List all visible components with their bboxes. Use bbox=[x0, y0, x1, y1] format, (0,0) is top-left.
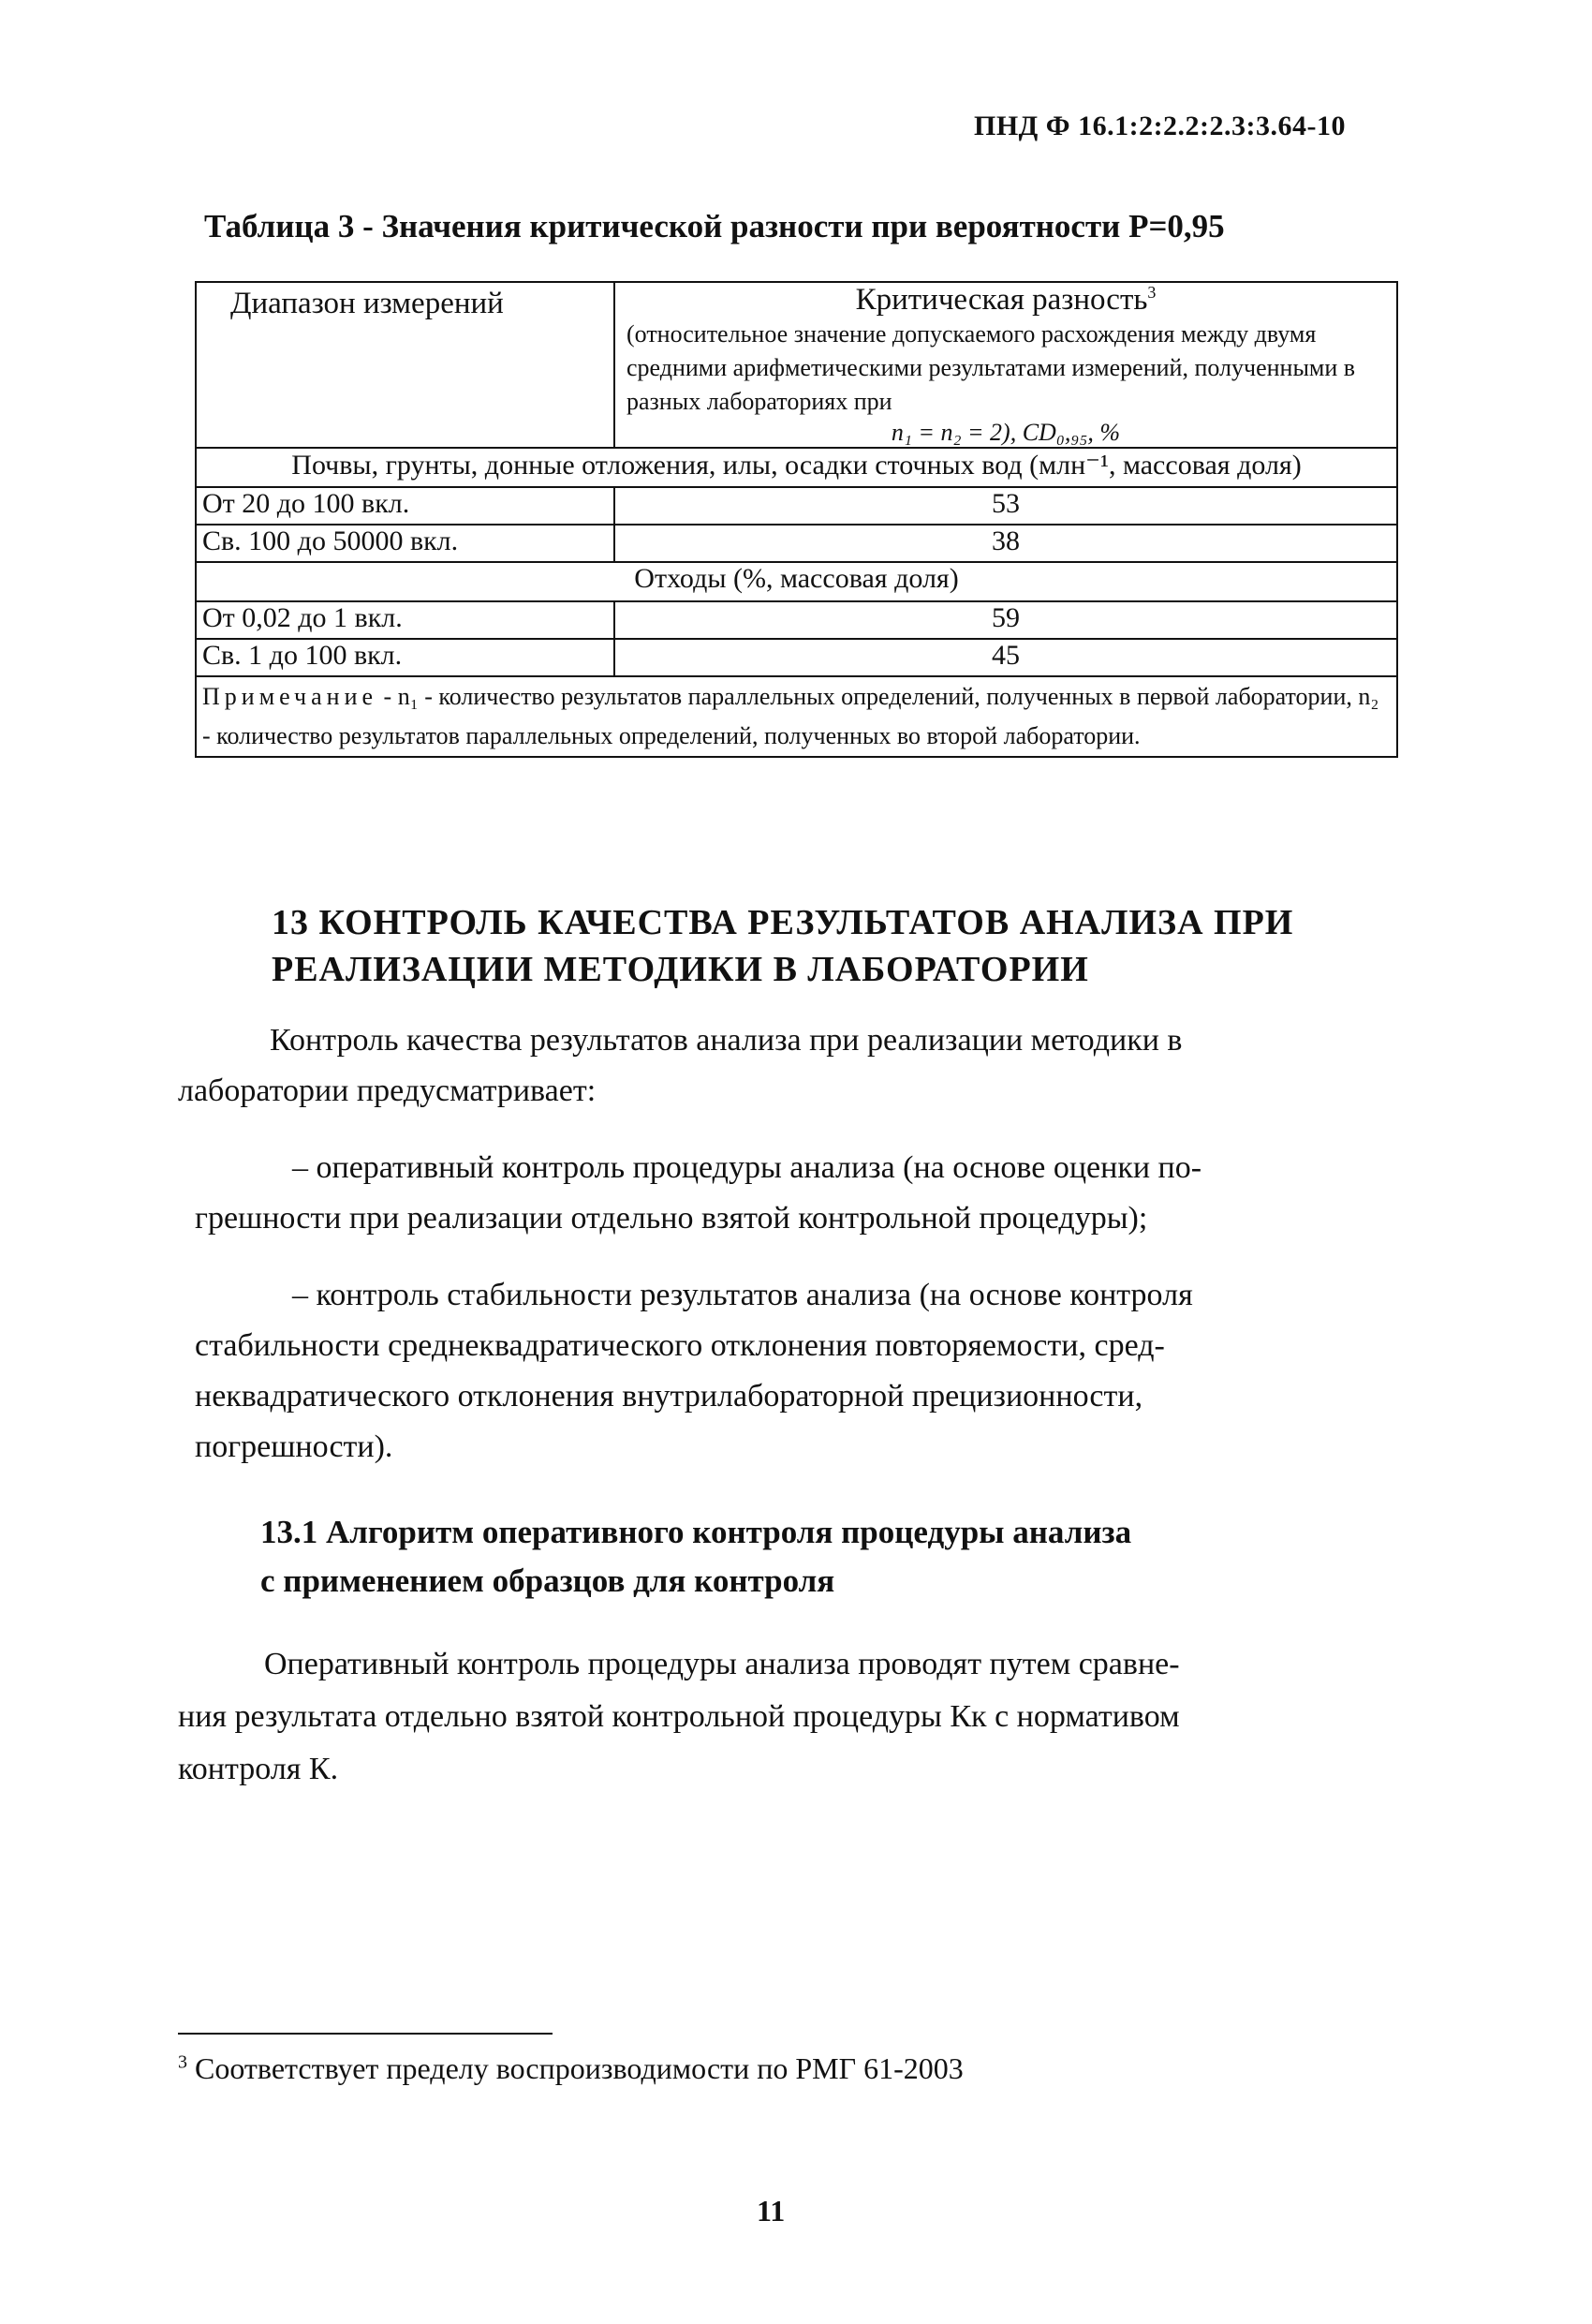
footnote-divider bbox=[178, 2033, 553, 2035]
section-13-heading-line1: 13 КОНТРОЛЬ КАЧЕСТВА РЕЗУЛЬТАТОВ АНАЛИЗА ПРИ bbox=[272, 903, 1294, 942]
para-line1: Оперативный контроль процедуры анализа проводят путем сравне- bbox=[264, 1647, 1180, 1681]
header-range-cell bbox=[196, 282, 614, 448]
section-waste-label: Отходы (%, массовая доля) bbox=[196, 562, 1397, 601]
section-13-1-heading-line2: с применением образцов для контроля bbox=[260, 1562, 835, 1599]
section-row-soils bbox=[196, 448, 1397, 487]
note-label: Примечание bbox=[202, 683, 378, 710]
table-note-row bbox=[196, 676, 1397, 757]
section-13-1-heading-line1: 13.1 Алгоритм оперативного контроля процедуры анализа bbox=[260, 1514, 1132, 1550]
table-row bbox=[196, 487, 1397, 525]
table-row bbox=[196, 525, 1397, 562]
value-cell: 38 bbox=[614, 525, 1397, 562]
table-note-cell bbox=[196, 676, 1397, 757]
value-cell: 59 bbox=[614, 601, 1397, 639]
header-critical-difference-cell bbox=[614, 282, 1397, 448]
item2-line1: – контроль стабильности результатов анализа (на основе контроля bbox=[292, 1278, 1193, 1312]
section-13-heading bbox=[272, 899, 1293, 993]
intro-line1: Контроль качества результатов анализа при реализации методики в bbox=[270, 1023, 1183, 1058]
footnote bbox=[178, 2051, 964, 2086]
item1-line1: – оперативный контроль процедуры анализа (на основе оценки по- bbox=[292, 1150, 1202, 1185]
item2-line3: неквадратического отклонения внутрилабораторной прецизионности, bbox=[195, 1379, 1143, 1414]
footnote-text: Соответствует пределу воспроизводимости по РМГ 61-2003 bbox=[195, 2051, 964, 2085]
item2-line4: погрешности). bbox=[195, 1429, 393, 1464]
table-caption: Таблица 3 - Значения критической разности при вероятности Р=0,95 bbox=[204, 208, 1225, 244]
footnote-mark: 3 bbox=[178, 2051, 187, 2073]
footnote-ref-mark: 3 bbox=[1147, 283, 1157, 302]
section-13-heading-line2: РЕАЛИЗАЦИИ МЕТОДИКИ В ЛАБОРАТОРИИ bbox=[272, 950, 1089, 989]
item2-line2: стабильности среднеквадратического отклонения повторяемости, сред- bbox=[195, 1328, 1165, 1363]
item1-line2: грешности при реализации отдельно взятой контрольной процедуры); bbox=[195, 1201, 1148, 1236]
section-soils-label: Почвы, грунты, донные отложения, илы, осадки сточных вод (млн⁻¹, массовая доля) bbox=[196, 448, 1397, 487]
range-cell: Св. 100 до 50000 вкл. bbox=[196, 525, 614, 562]
table-header-row bbox=[196, 282, 1397, 448]
section-row-waste bbox=[196, 562, 1397, 601]
table-row bbox=[196, 639, 1397, 676]
note-text: - n₁ - количество результатов параллельных определений, полученных в первой лаборатории, n₂ - количество результатов параллельных определений, полученных во второй лаборатории. bbox=[202, 683, 1379, 749]
para-line3: контроля К. bbox=[178, 1752, 339, 1786]
range-cell: От 0,02 до 1 вкл. bbox=[196, 601, 614, 639]
document-number: ПНД Ф 16.1:2:2.2:2.3:3.64-10 bbox=[974, 111, 1347, 141]
header-critical-difference-title: Критическая разность bbox=[855, 283, 1148, 317]
page-number: 11 bbox=[757, 2194, 786, 2228]
range-cell: От 20 до 100 вкл. bbox=[196, 487, 614, 525]
range-cell: Св. 1 до 100 вкл. bbox=[196, 639, 614, 676]
value-cell: 53 bbox=[614, 487, 1397, 525]
header-critical-difference-description: (относительное значение допускаемого расхождения между двумя средними арифметическими результатами измерений, полученными в разных лабораториях при bbox=[626, 320, 1356, 415]
header-range-label: Диапазон измерений bbox=[230, 287, 504, 320]
section-13-1-heading bbox=[260, 1508, 1131, 1606]
table-row bbox=[196, 601, 1397, 639]
value-cell: 45 bbox=[614, 639, 1397, 676]
critical-difference-table bbox=[195, 281, 1398, 758]
header-critical-difference-formula: n₁ = n₂ = 2), CD₀,₉₅, % bbox=[891, 419, 1121, 446]
intro-line2: лаборатории предусматривает: bbox=[178, 1073, 597, 1108]
para-line2: ния результата отдельно взятой контрольной процедуры Кк с нормативом bbox=[178, 1699, 1180, 1734]
